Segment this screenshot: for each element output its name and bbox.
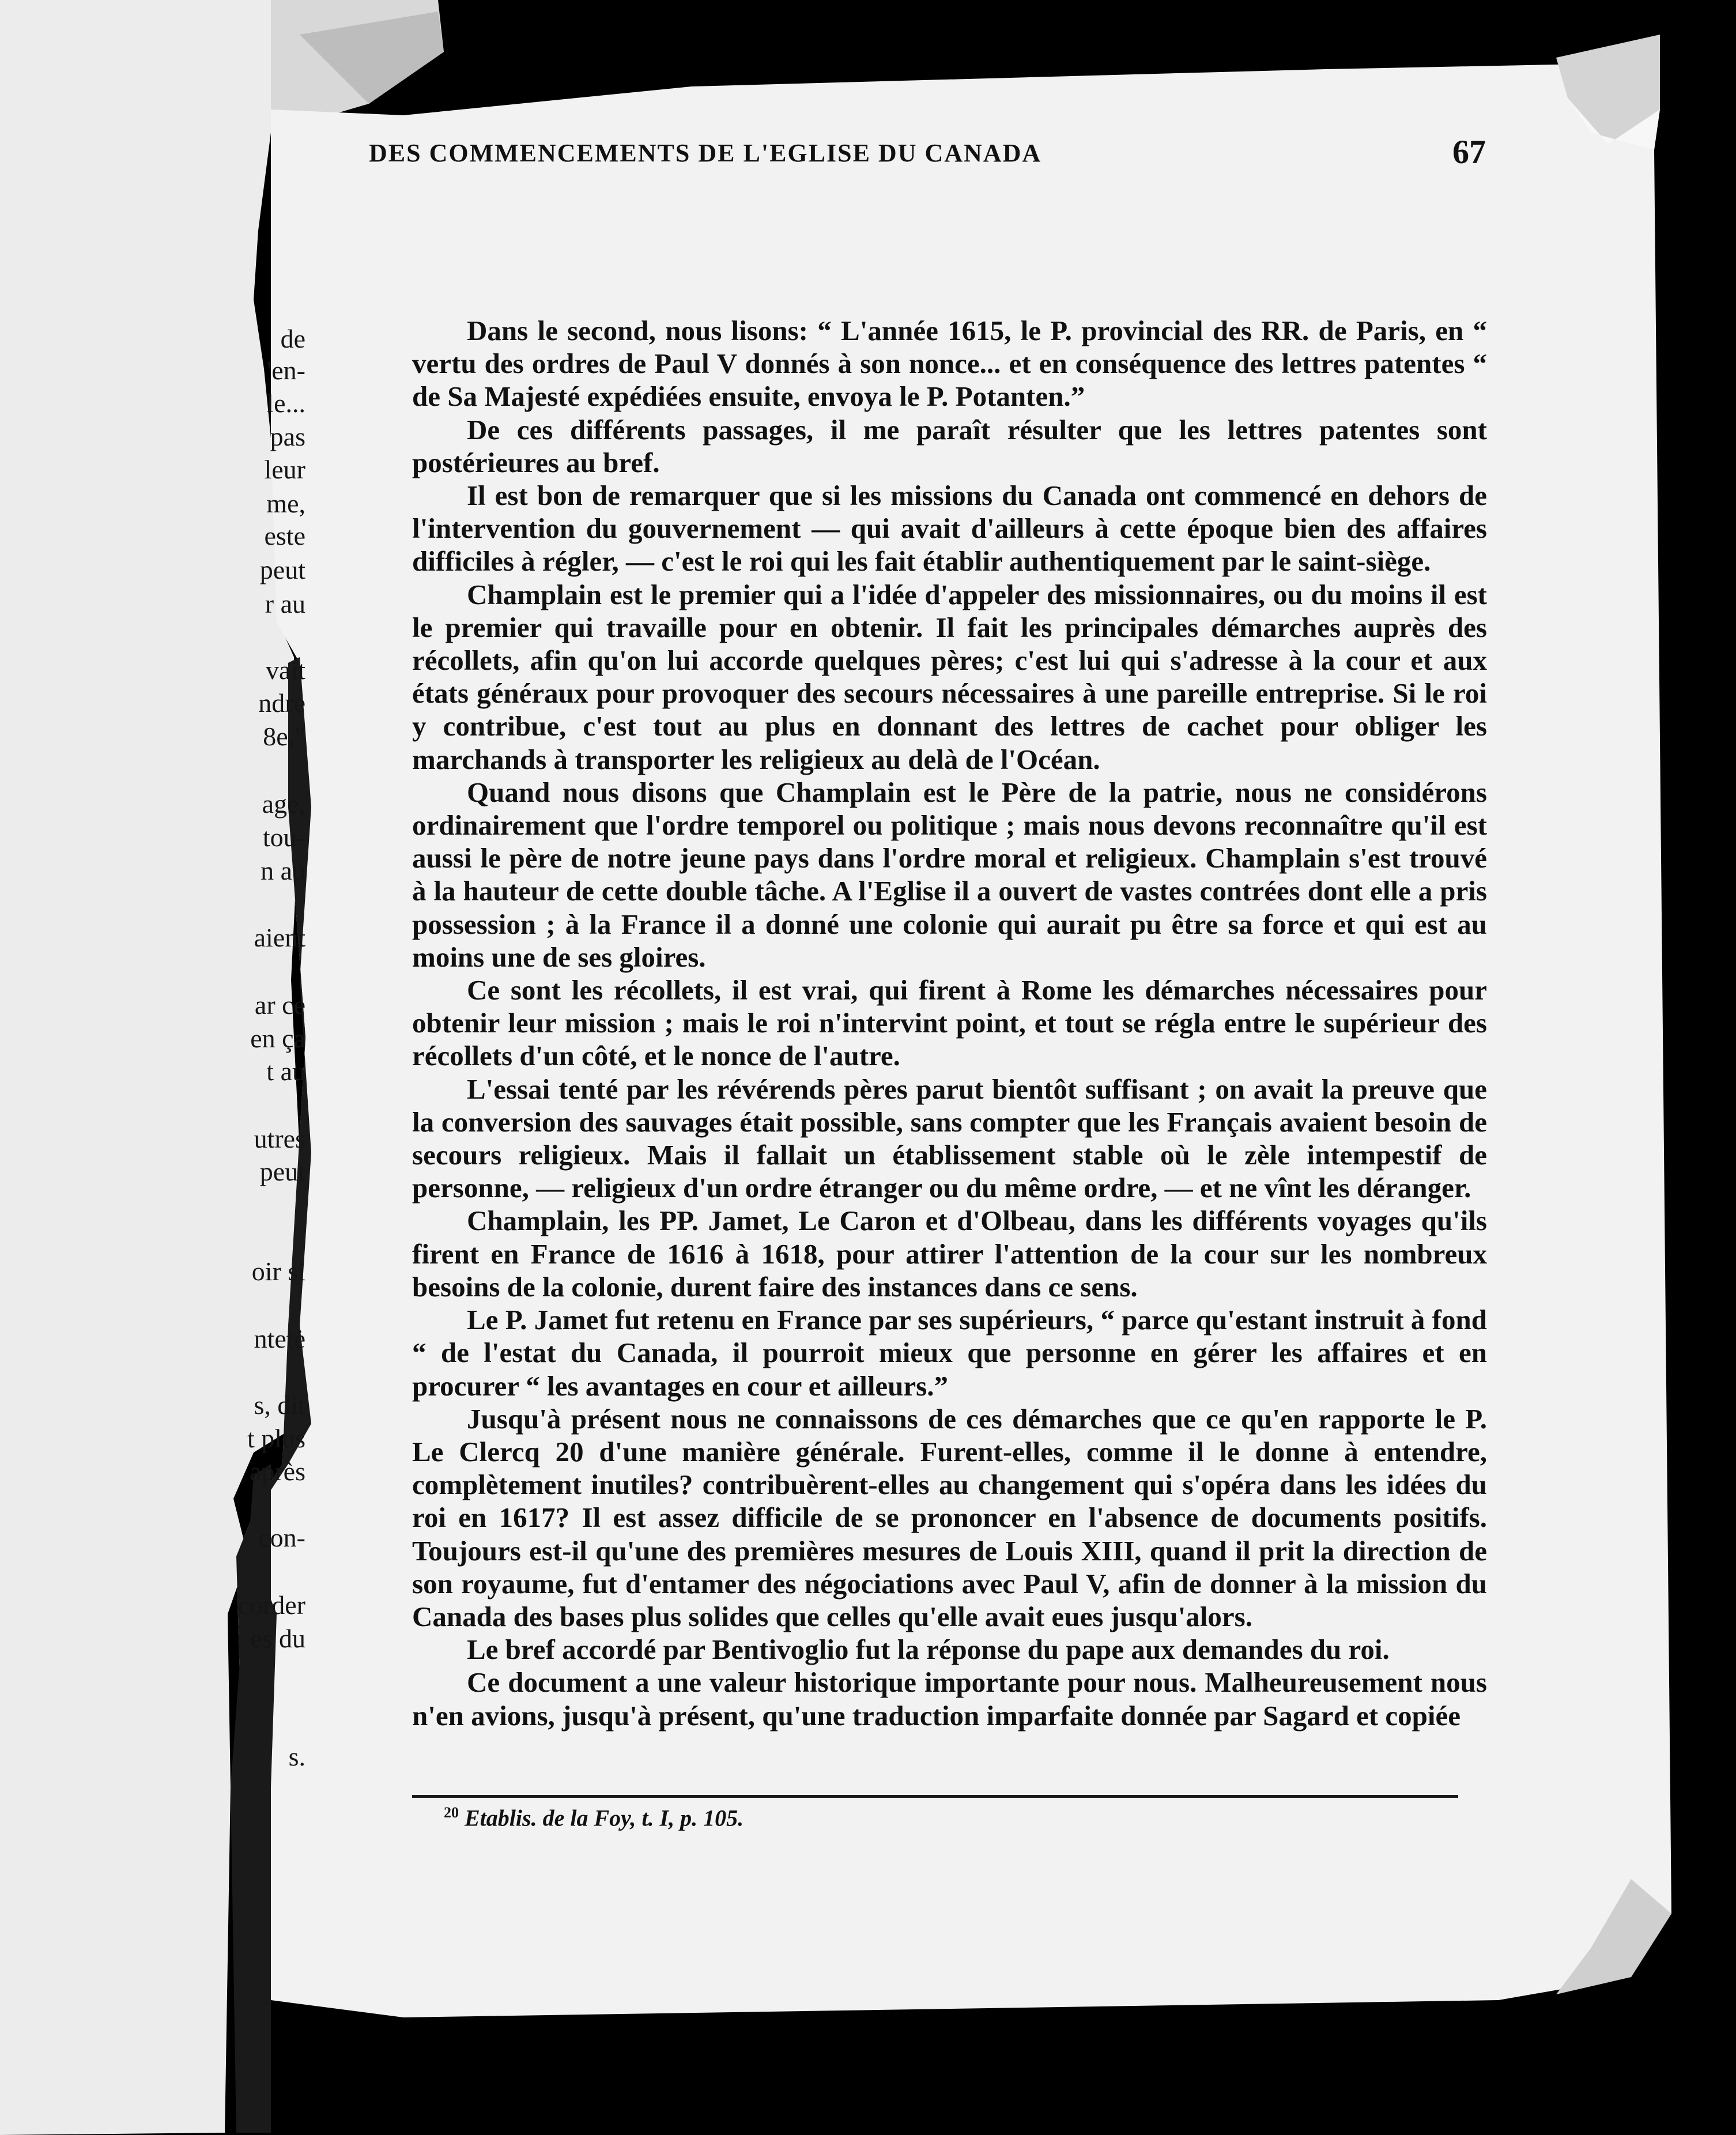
page-number: 67 <box>1452 133 1486 171</box>
left-page-line: con- <box>258 1523 305 1552</box>
paragraph: Le bref accordé par Bentivoglio fut la réponse du pape aux demandes du roi. <box>467 1634 1390 1666</box>
left-page-line: oir si <box>251 1257 305 1286</box>
paragraph: Le P. Jamet fut retenu en France par ses supérieurs, “ parce qu'estant instruit à fond “ de l'estat du Canada, il pourroit mieux que personne en gérer les affaires et en procurer “ les avantages en cour et ailleurs.” <box>412 1304 1487 1402</box>
left-page-line: utres <box>254 1124 305 1153</box>
footnote <box>444 1804 744 1831</box>
left-page-line: de <box>280 324 305 353</box>
left-page-line: pas <box>270 422 305 451</box>
paragraph: Jusqu'à présent nous ne connaissons de ces démarches que ce qu'en rapporte le P. Le Clercq 20 d'une manière générale. Furent-elles, comme il le donne à entendre, complètement inutiles? contribuèrent-elles au changement qui s'opéra dans les idées du roi en 1617? Il est assez difficile de se prononcer en l'absence de documents positifs. Toujours est-il qu'une des premières mesures de Louis XIII, quand il prit la direction de son royaume, fut d'entamer des négociations avec Paul V, afin de donner à la mission du Canada des bases plus solides que celles qu'elle avait eues jusqu'alors. <box>412 1402 1487 1632</box>
left-page-line: age, <box>262 789 305 818</box>
left-page-line: peut <box>259 1157 305 1186</box>
page-header <box>369 133 1522 184</box>
paragraph: Quand nous disons que Champlain est le Père de la patrie, nous ne considérons ordinairement que l'ordre temporel ou politique ; mais nous devons reconnaître qu'il est aussi le père de notre jeune pays dans l'ordre moral et religieux. Champlain s'est trouvé à la hauteur de cette double tâche. A l'Eglise il a ouvert de vastes contrées dont elle a pris possession ; à la France il a donné une colonie qui aurait pu être sa force et qui est au moins une de ses gloires. <box>412 776 1487 973</box>
footnote-marker: 20 <box>444 1804 459 1821</box>
left-page-line: ar ce <box>254 990 305 1020</box>
running-head: DES COMMENCEMENTS DE L'EGLISE DU CANADA <box>369 139 1042 167</box>
footnote-divider <box>412 1795 1458 1798</box>
left-page-line: le... <box>266 388 305 418</box>
paragraph: Dans le second, nous lisons: “ L'année 1615, le P. provincial des RR. de Paris, en “ vertu des ordres de Paul V donnés à son nonce... et en conséquence des lettres patentes “ de Sa Majesté expédiées ensuite, envoya le P. Potanten.” <box>412 315 1487 413</box>
left-page-line: s, dit <box>254 1390 305 1420</box>
left-page-line: r au <box>265 589 305 618</box>
left-page-line: en ça <box>250 1024 305 1053</box>
left-page-fragment <box>0 0 323 2135</box>
left-page-line: tou- <box>262 823 305 852</box>
paragraph: Champlain, les PP. Jamet, Le Caron et d'Olbeau, dans les différents voyages qu'ils firent en France de 1616 à 1618, pour attirer l'attention de la cour sur les nombreux besoins de la colonie, durent faire des instances dans ce sens. <box>412 1205 1487 1303</box>
left-page-line: 8e." <box>263 722 305 751</box>
left-page-line: peut <box>259 555 305 584</box>
left-page-line: aient <box>254 923 305 952</box>
left-page-line: corder <box>237 1590 305 1620</box>
left-page-line: este <box>264 521 305 550</box>
body-text <box>412 314 1487 1732</box>
footnote-text: Etablis. de la Foy, t. I, p. 105. <box>465 1805 744 1831</box>
left-page-line: 'en- <box>266 356 305 385</box>
paragraph: De ces différents passages, il me paraît résulter que les lettres patentes sont postérieures au bref. <box>412 413 1487 478</box>
left-page-line: ndre <box>258 688 305 718</box>
left-page-line: vait <box>266 655 305 685</box>
left-page-line: t au <box>266 1057 305 1086</box>
paragraph: Il est bon de remarquer que si les missions du Canada ont commencé en dehors de l'intervention du gouvernement — qui avait d'ailleurs à cette époque bien des affaires difficiles à régler, — c'est le roi qui les fait établir authentiquement par le saint-siège. <box>412 480 1487 578</box>
left-page-line: t plus <box>247 1424 305 1453</box>
paragraph: Ce document a une valeur historique importante pour nous. Malheureusement nous n'en avions, jusqu'à présent, qu'une traduction imparfaite donnée par Sagard et copiée <box>412 1666 1487 1732</box>
paragraph: Champlain est le premier qui a l'idée d'appeler des missionnaires, ou du moins il est le premier qui travaille pour en obtenir. Il fait les principales démarches auprès des récollets, afin qu'on lui accorde quelques pères; c'est lui qui s'adresse à la cour et aux états généraux pour provoquer des secours nécessaires à une pareille entreprise. Si le roi y contribue, c'est tout au plus en donnant des lettres de cachet pour obliger les marchands à transporter les religieux au delà de l'Océan. <box>412 578 1487 775</box>
left-page-line: s. <box>288 1742 305 1771</box>
left-page-line: es du <box>250 1624 305 1653</box>
left-page-line: après <box>249 1457 305 1486</box>
paragraph: Ce sont les récollets, il est vrai, qui firent à Rome les démarches nécessaires pour obtenir leur mission ; mais le roi n'intervint point, et tout se régla entre le supérieur des récollets d'un côté, et le nonce de l'autre. <box>412 974 1487 1072</box>
left-page-line: ntetė <box>254 1324 305 1353</box>
left-page-line: me, <box>266 489 305 518</box>
left-page-line: leur <box>264 455 305 484</box>
left-page-line: n au <box>261 856 305 885</box>
paragraph: L'essai tenté par les révérends pères parut bientôt suffisant ; on avait la preuve que la conversion des sauvages était possible, sans compter que les Français avaient besoin de secours religieux. Mais il fallait un établissement stable où le zèle intempestif de personne, — religieux d'un ordre étranger ou du même ordre, — et ne vînt les déranger. <box>412 1073 1487 1204</box>
